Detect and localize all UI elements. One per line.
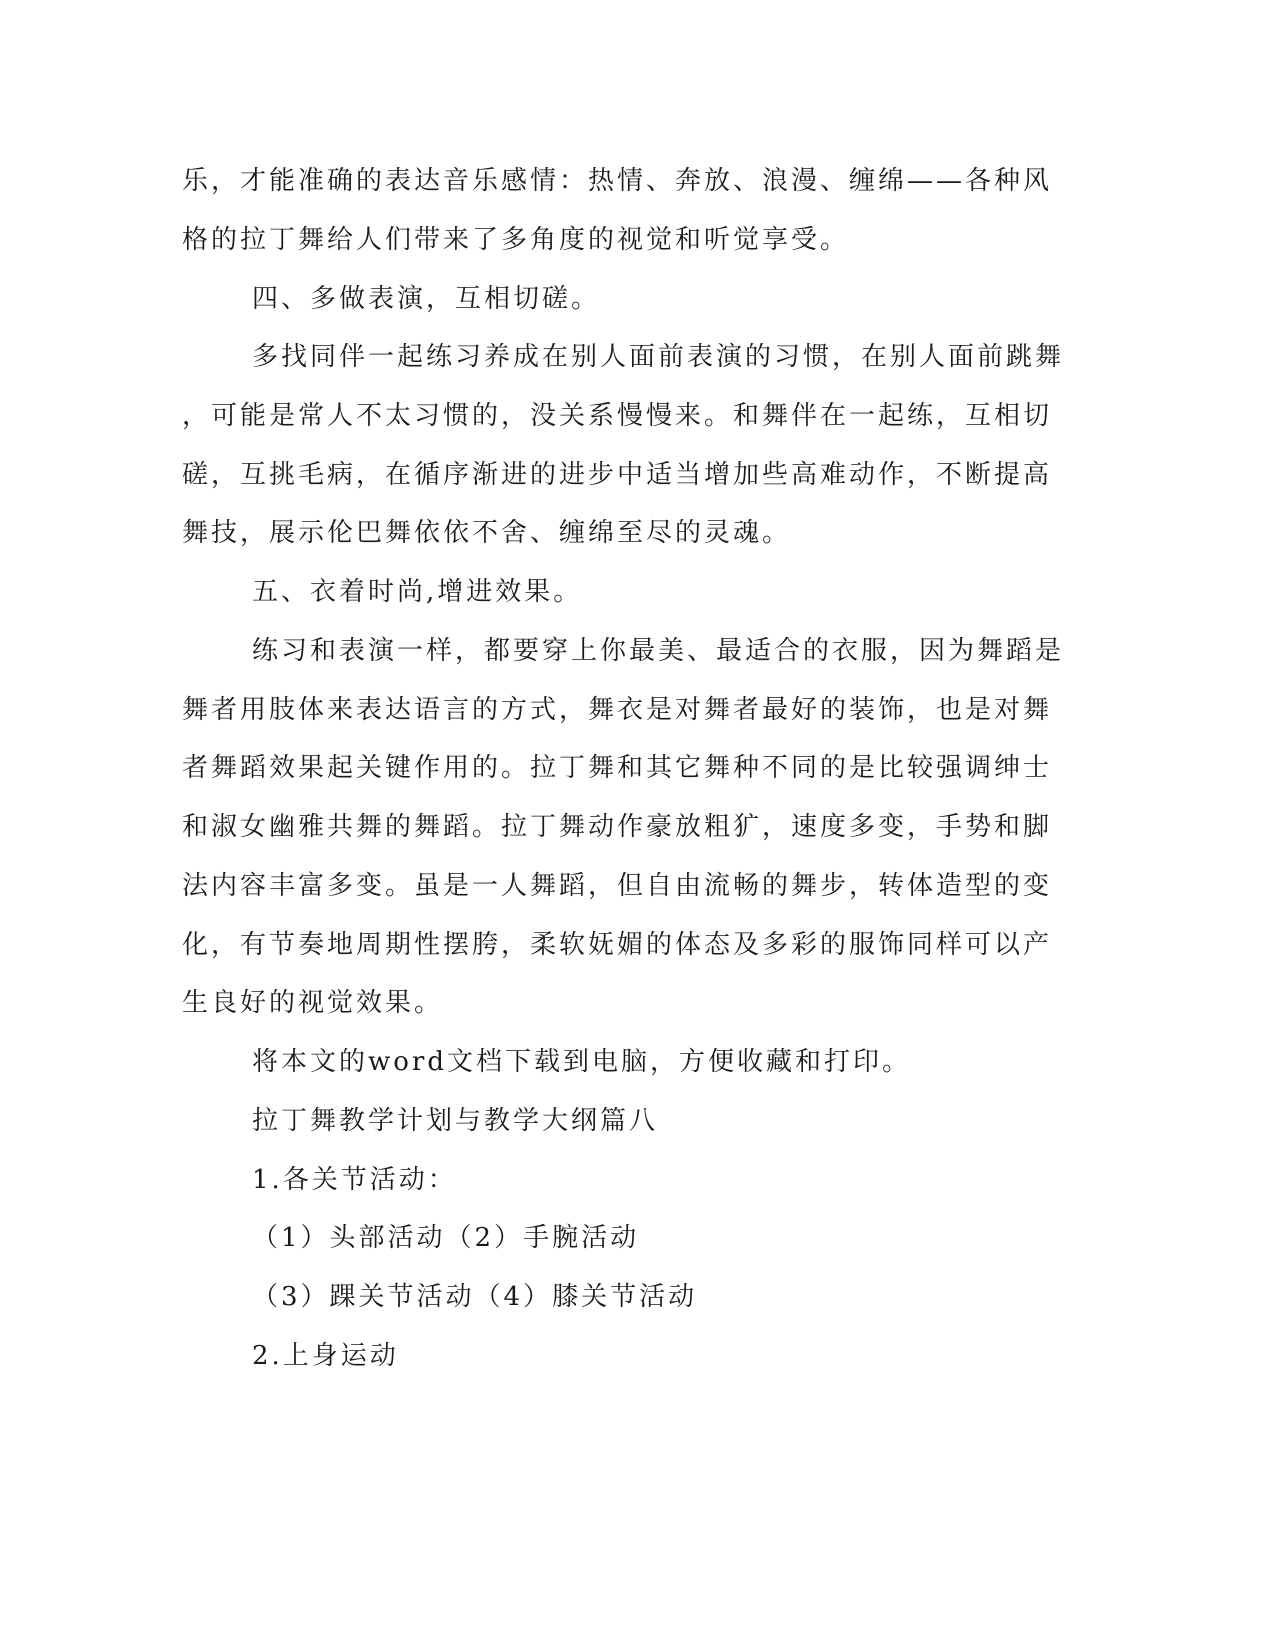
- text-line: 舞技，展示伦巴舞依依不舍、缠绵至尽的灵魂。: [182, 518, 792, 548]
- text-line: 练习和表演一样，都要穿上你最美、最适合的衣服，因为舞蹈是: [252, 636, 1065, 666]
- text-line: 舞者用肢体来表达语言的方式，舞衣是对舞者最好的装饰，也是对舞: [182, 695, 1053, 725]
- text-line: 乐，才能准确的表达音乐感情：热情、奔放、浪漫、缠绵——各种风: [182, 166, 1053, 196]
- article-title: 拉丁舞教学计划与教学大纲篇八: [252, 1106, 659, 1136]
- text-line: 法内容丰富多变。虽是一人舞蹈，但自由流畅的舞步，转体造型的变: [182, 871, 1053, 901]
- text-line: 格的拉丁舞给人们带来了多角度的视觉和听觉享受。: [182, 225, 850, 255]
- list-item: （3）踝关节活动（4）膝关节活动: [252, 1282, 698, 1312]
- text-line: 者舞蹈效果起关键作用的。拉丁舞和其它舞种不同的是比较强调绅士: [182, 753, 1053, 783]
- list-item: 2.上身运动: [252, 1341, 399, 1371]
- section-heading: 五、衣着时尚,增进效果。: [252, 577, 583, 607]
- text-line: 和淑女幽雅共舞的舞蹈。拉丁舞动作豪放粗犷，速度多变，手势和脚: [182, 812, 1053, 842]
- text-line: ，可能是常人不太习惯的，没关系慢慢来。和舞伴在一起练，互相切: [182, 401, 1053, 431]
- text-line: 磋，互挑毛病，在循序渐进的进步中适当增加些高难动作，不断提高: [182, 460, 1053, 490]
- list-item: 1.各关节活动：: [252, 1165, 457, 1195]
- download-note: 将本文的word文档下载到电脑，方便收藏和打印。: [252, 1047, 911, 1077]
- text-line: 化，有节奏地周期性摆胯，柔软妩媚的体态及多彩的服饰同样可以产: [182, 930, 1053, 960]
- section-heading: 四、多做表演，互相切磋。: [252, 284, 601, 314]
- text-line: 生良好的视觉效果。: [182, 988, 444, 1018]
- list-item: （1）头部活动（2）手腕活动: [252, 1223, 640, 1253]
- text-line: 多找同伴一起练习养成在别人面前表演的习惯，在别人面前跳舞: [252, 342, 1065, 372]
